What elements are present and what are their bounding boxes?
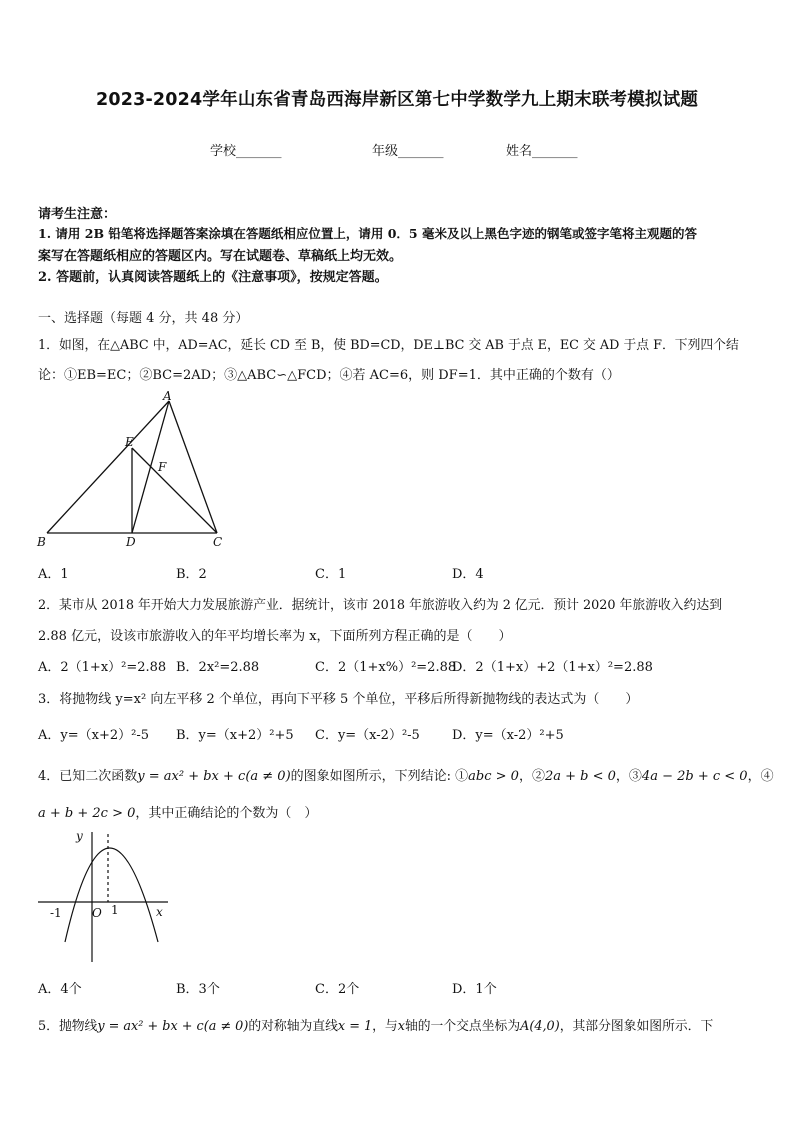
notice-item-1-line-1: 1. 请用 2B 铅笔将选择题答案涂填在答题纸相应位置上，请用 0．5 毫米及以上黑色字迹的钢笔或签字笔将主观题的答: [38, 226, 697, 241]
q3-option-a: A．y=（x+2）²-5: [38, 728, 149, 743]
q4-sep-3: ，③: [615, 769, 642, 784]
label-a: A: [163, 389, 172, 403]
q1-option-a: A．1: [38, 567, 69, 582]
tick-label-neg1: -1: [50, 906, 62, 920]
grade-field: 年级_______: [372, 144, 444, 159]
y-axis-label: y: [76, 829, 83, 843]
x-axis-label: x: [156, 905, 163, 919]
q4-claim-4: a + b + 2c > 0: [38, 806, 136, 821]
q5-prefix: 5．抛物线: [38, 1019, 98, 1034]
q4-option-b: B．3个: [176, 982, 220, 997]
label-f: F: [158, 460, 167, 474]
q5-axis: x = 1: [337, 1019, 373, 1034]
q4-sep-2: ，②: [518, 769, 545, 784]
label-c: C: [213, 535, 223, 549]
section-heading: 一、选择题（每题 4 分，共 48 分）: [38, 311, 249, 326]
notice-heading: 请考生注意：: [38, 207, 117, 222]
school-field: 学校_______: [210, 144, 282, 159]
q1-option-c: C．1: [315, 567, 347, 582]
q4-option-c: C．2个: [315, 982, 360, 997]
q1-triangle-figure: [30, 388, 240, 558]
parabola-curve: [65, 848, 158, 942]
label-e: E: [125, 435, 134, 449]
q3-option-b: B．y=（x+2）²+5: [176, 728, 294, 743]
q2-line-2: 2.88 亿元，设该市旅游收入的年平均增长率为 x，下面所列方程正确的是（ ）: [38, 629, 512, 644]
q5-mid: 的对称轴为直线: [248, 1019, 338, 1034]
q4-option-d: D．1个: [452, 982, 497, 997]
q4-line-1: [38, 765, 774, 784]
q3-option-d: D．y=（x-2）²+5: [452, 728, 564, 743]
label-b: B: [37, 535, 46, 549]
q2-option-b: B．2x²=2.88: [176, 660, 260, 675]
q3-option-c: C．y=（x-2）²-5: [315, 728, 420, 743]
q4-line-2: [38, 802, 317, 821]
q4-prefix: 4．已知二次函数: [38, 769, 138, 784]
segment-ec: [132, 448, 217, 533]
notice-item-1-line-2: 案写在答题纸相应的答题区内。写在试题卷、草稿纸上均无效。: [38, 249, 403, 264]
notice-item-2: 2. 答题前，认真阅读答题纸上的《注意事项》，按规定答题。: [38, 270, 388, 285]
q5-point: A(4,0): [520, 1019, 560, 1034]
page-title: 2023-2024学年山东省青岛西海岸新区第七中学数学九上期末联考模拟试题: [95, 90, 699, 110]
q4-mid: 的图象如图所示，下列结论: ①: [290, 769, 469, 784]
name-field: 姓名_______: [506, 144, 578, 159]
q2-option-c: C．2（1+x%）²=2.88: [315, 660, 457, 675]
q1-line-2: 论：①EB=EC；②BC=2AD；③△ABC∽△FCD；④若 AC=6，则 DF=1．其中正确的个数有（）: [38, 368, 620, 383]
q4-option-a: A．4个: [38, 982, 82, 997]
tick-label-1: 1: [111, 903, 119, 917]
q4-tail: ，其中正确结论的个数为（ ）: [135, 806, 318, 821]
q2-line-1: 2．某市从 2018 年开始大力发展旅游产业．据统计，该市 2018 年旅游收入约为 2 亿元．预计 2020 年旅游收入约达到: [38, 598, 722, 613]
q2-option-d: D．2（1+x）+2（1+x）²=2.88: [452, 660, 653, 675]
q5-x-var: x: [397, 1019, 405, 1034]
q1-option-d: D．4: [452, 567, 484, 582]
q4-claim-1: abc > 0: [468, 769, 519, 784]
q1-line-1: 1．如图，在△ABC 中，AD=AC，延长 CD 至 B，使 BD=CD，DE⊥BC 交 AB 于点 E，EC 交 AD 于点 F．下列四个结: [38, 338, 739, 353]
q1-option-b: B．2: [176, 567, 207, 582]
q5-mid-3: 轴的一个交点坐标为: [404, 1019, 521, 1034]
q4-parabola-graph: [30, 824, 180, 969]
q4-function: y = ax² + bx + c(a ≠ 0): [137, 769, 291, 784]
q4-claim-3: 4a − 2b + c < 0: [641, 769, 748, 784]
q5-tail: ，其部分图象如图所示．下: [559, 1019, 714, 1034]
segment-ac: [169, 401, 217, 533]
q5-function: y = ax² + bx + c(a ≠ 0): [97, 1019, 249, 1034]
label-d: D: [126, 535, 136, 549]
q3-line-1: 3．将抛物线 y=x² 向左平移 2 个单位，再向下平移 5 个单位，平移后所得新抛物线的表达式为（ ）: [38, 692, 639, 707]
q4-sep-4: ，④: [747, 769, 774, 784]
q5-line-1: [38, 1015, 713, 1034]
q2-option-a: A．2（1+x）²=2.88: [38, 660, 167, 675]
q5-mid-2: ，与: [372, 1019, 398, 1034]
q4-claim-2: 2a + b < 0: [544, 769, 616, 784]
origin-label: O: [92, 906, 102, 920]
